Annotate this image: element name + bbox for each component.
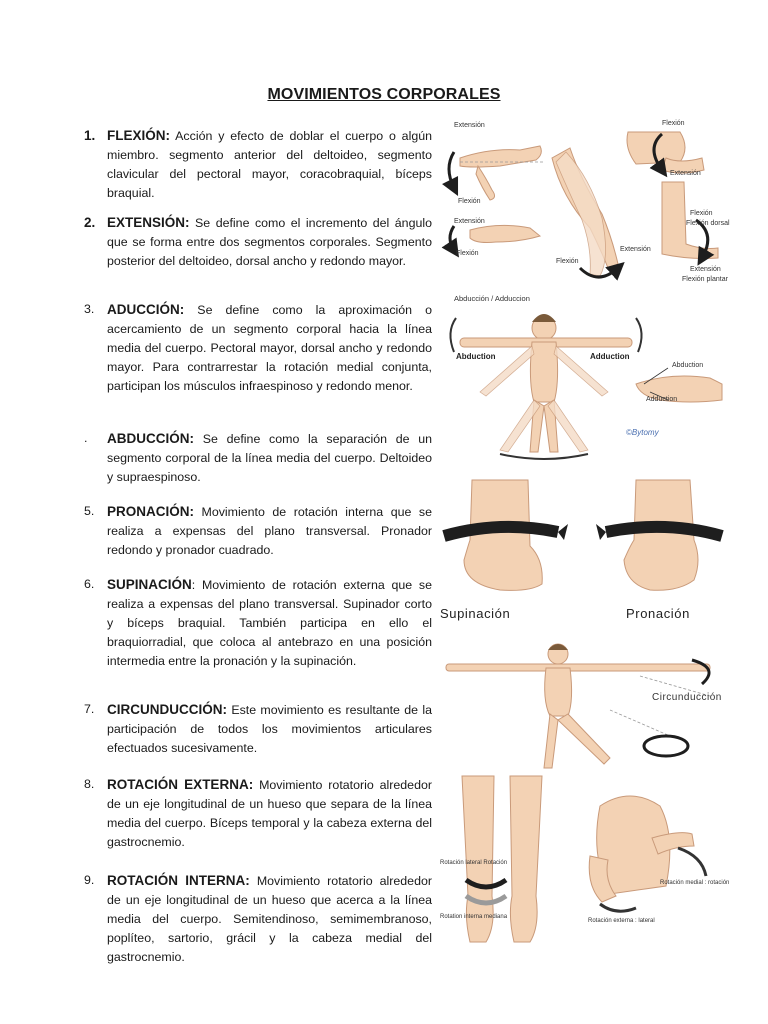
caption-rotacion-interna: Rotation interna mediana (440, 914, 508, 920)
caption-extension: Extensión (454, 122, 485, 129)
item-number: 2. (84, 215, 96, 230)
item-text: Movimiento de rotación interna que se realiza a expensas del plano transversal. Pronador redondo y pronador cuadrado. (107, 505, 432, 557)
item-text: Movimiento rotatorio alrededor de un eje longitudinal de un hueso que separa de la línea media del cuerpo. Bíceps temporal y la cabeza externa del gastrocnemio. (107, 778, 432, 849)
pronation-supination-illustration (440, 480, 725, 628)
item-term: ROTACIÓN EXTERNA: (107, 777, 254, 792)
flexion-extension-illustration (440, 118, 730, 286)
item-term: EXTENSIÓN: (107, 215, 190, 230)
item-term: PRONACIÓN: (107, 504, 194, 519)
caption-extension: Extensión (454, 218, 485, 225)
item-term: CIRCUNDUCCIÓN: (107, 702, 227, 717)
caption-hand-abduction: Abduction (672, 362, 704, 369)
item-number: 1. (84, 128, 96, 143)
item-term: ADUCCIÓN: (107, 302, 185, 317)
caption-abduction: Abduction (456, 352, 496, 361)
caption-flexion-plantar: Flexión plantar (682, 276, 728, 283)
abduction-adduction-illustration (440, 292, 725, 458)
item-term: ROTACIÓN INTERNA: (107, 873, 250, 888)
caption-hand-adduction: Adduction (646, 396, 678, 403)
item-term: FLEXIÓN: (107, 128, 170, 143)
item-text: : Movimiento de rotación externa que se realiza a expensas del plano transversal. Supinador corto y bíceps braquial. También participa en ello el braquiorradial, que coloca al antebrazo en una posición intermedia entre la pronación y la supinación. (107, 578, 432, 668)
caption-flexion: Flexión (690, 210, 713, 217)
list-item-flexion (84, 126, 432, 203)
caption-rotacion-externa: Rotación externa : lateral (588, 918, 655, 924)
figure-header: Abducción / Adduccion (454, 294, 530, 303)
caption-adduction: Adduction (590, 352, 630, 361)
item-number: 5. (84, 504, 95, 518)
caption-supinacion: Supinación (440, 606, 511, 621)
item-number: 8. (84, 777, 95, 791)
item-number: 9. (84, 873, 95, 887)
rotation-illustration (440, 776, 730, 942)
list-item-rotacion-interna (84, 871, 432, 967)
caption-extension: Extensión (690, 266, 721, 273)
item-term: SUPINACIÓN (107, 577, 192, 592)
caption-flexion: Flexión (458, 198, 481, 205)
caption-flexion: Flexión (662, 120, 685, 127)
item-number: 3. (84, 302, 95, 316)
caption-extension: Extensión (620, 246, 651, 253)
list-item-supinacion (84, 575, 432, 671)
item-text: Acción y efecto de doblar el cuerpo o algún miembro. segmento anterior del deltoideo, segmento clavicular del pectoral mayor, coracobraquial, bíceps braquial. (107, 129, 432, 200)
caption-rotacion-lateral: Rotación lateral Rotación (440, 860, 508, 866)
item-number: . (84, 431, 88, 445)
item-text: Este movimiento es resultante de la participación de todos los movimientos articulares efectuados sucesivamente. (107, 703, 432, 755)
caption-pronacion: Pronación (626, 606, 690, 621)
list-item-circunduccion (84, 700, 432, 758)
page-title: MOVIMIENTOS CORPORALES (267, 86, 501, 103)
item-text: Se define como la separación de un segmento corporal de la línea media del cuerpo. Deltoideo y supraespinoso. (107, 432, 432, 484)
caption-flexion-dorsal: Flexión dorsal (686, 220, 730, 227)
list-item-aduccion (84, 300, 432, 396)
item-text: Se define como el incremento del ángulo que se forma entre dos segmentos corporales. Segmento posterior del deltoideo, dorsal ancho y redondo mayor. (107, 216, 432, 268)
caption-rotacion-medial: Rotación medial : rotación (660, 880, 730, 886)
caption-extension: Extensión (670, 170, 701, 177)
caption-flexion: Flexión (456, 250, 479, 257)
watermark: ©Bytomy (626, 428, 659, 437)
item-number: 6. (84, 577, 95, 591)
circumduction-illustration (440, 640, 725, 768)
list-item-rotacion-externa (84, 775, 432, 852)
list-item-abduccion (84, 429, 432, 487)
item-term: ABDUCCIÓN: (107, 431, 194, 446)
list-item-extension (84, 213, 432, 271)
list-item-pronacion (84, 502, 432, 560)
item-text: Movimiento rotatorio alrededor de un eje longitudinal de un hueso que acerca a la línea media del cuerpo. Semitendinoso, semimembranoso, poplíteo, sartorio, grácil y la cabeza medial del gastrocnemio. (107, 874, 432, 964)
item-number: 7. (84, 702, 95, 716)
item-text: Se define como la aproximación o acercamiento de un segmento corporal hacia la línea media del cuerpo. Pectoral mayor, dorsal ancho y redondo mayor. Para contrarrestar la rotación medial conjunta, participan los músculos infraespinoso y redondo menor. (107, 303, 432, 393)
caption-circunduccion: Circunducción (652, 692, 722, 703)
caption-flexion: Flexión (556, 258, 579, 265)
